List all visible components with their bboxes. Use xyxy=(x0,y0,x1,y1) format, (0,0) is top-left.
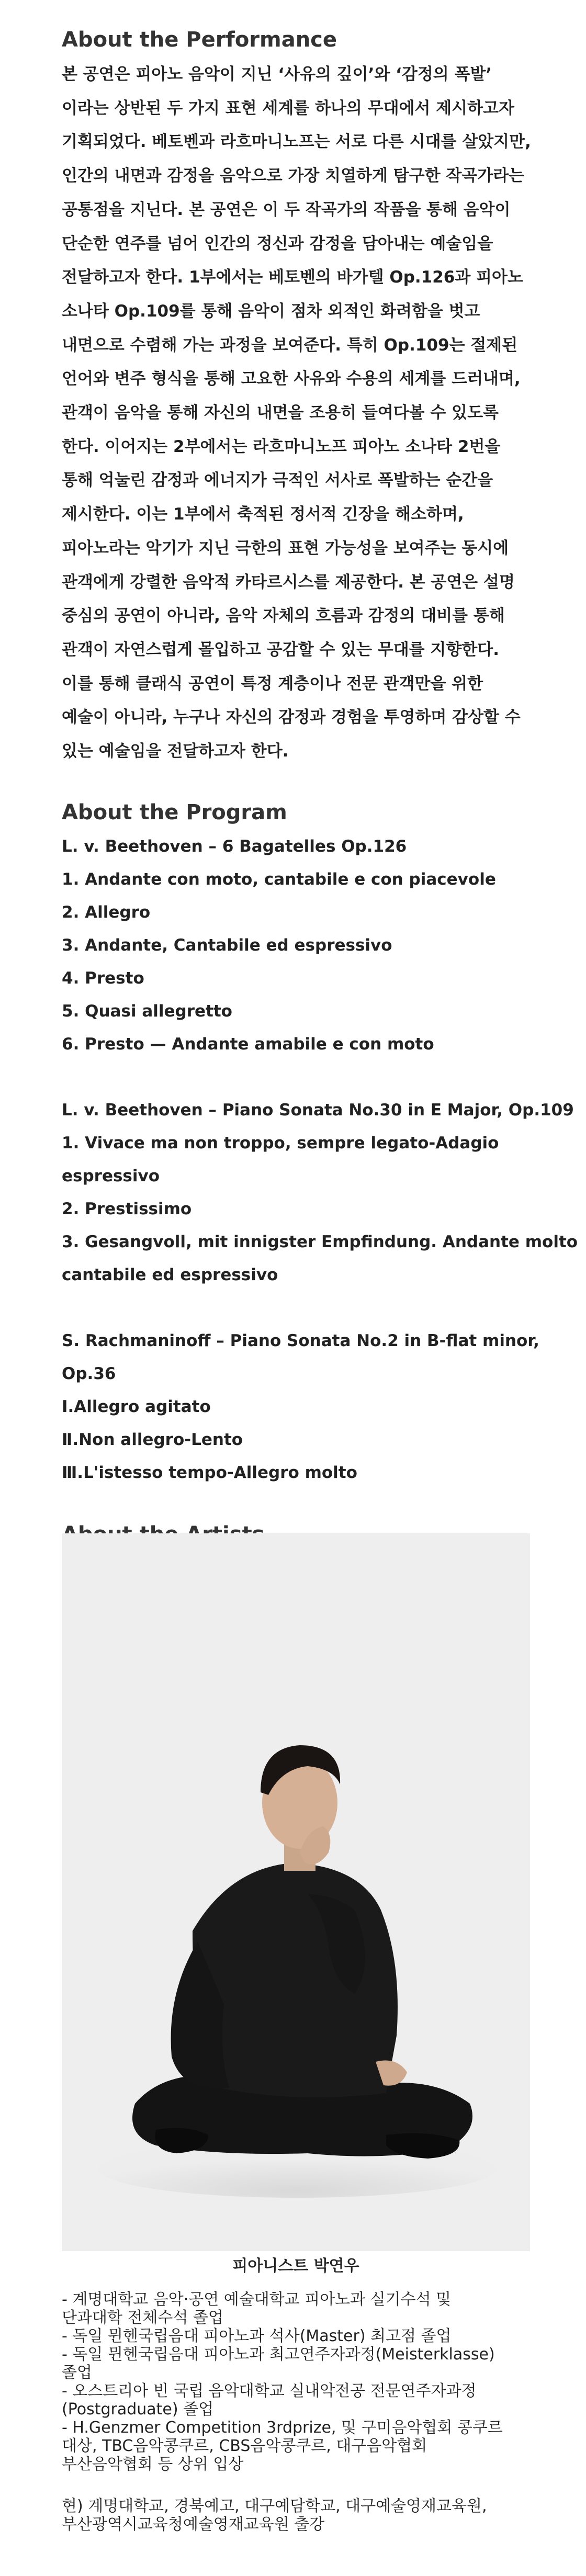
section-title-program: About the Program xyxy=(62,800,287,824)
program-movement: 1. Vivace ma non troppo, sempre legato-Adagio xyxy=(62,1133,499,1153)
bio-line: 졸업 xyxy=(62,2364,92,2382)
program-movement: 3. Gesangvoll, mit innigster Empfindung. Andante molto xyxy=(62,1232,578,1251)
performance-line: 제시한다. 이는 1부에서 축적된 정서적 긴장을 해소하며, xyxy=(62,505,464,524)
bio-line: 대상, TBC음악콩쿠르, CBS음악콩쿠르, 대구음악협회 xyxy=(62,2437,427,2455)
performance-line: 관객이 자연스럽게 몰입하고 공감할 수 있는 무대를 지향한다. xyxy=(62,640,499,659)
bio-line: 부산음악협회 등 상위 입상 xyxy=(62,2455,244,2473)
program-list xyxy=(62,830,586,1489)
section-title-performance: About the Performance xyxy=(62,28,337,52)
program-movement: Ⅱ.Non allegro-Lento xyxy=(62,1430,243,1449)
bio-line: - 독일 뮌헨국립음대 피아노과 최고연주자과정(Meisterklasse) xyxy=(62,2345,495,2364)
bio-line: - 독일 뮌헨국립음대 피아노과 석사(Master) 최고점 졸업 xyxy=(62,2327,452,2345)
bio-line: - 계명대학교 음악·공연 예술대학교 피아노과 실기수석 및 xyxy=(62,2290,452,2309)
bio-spacer xyxy=(62,2473,533,2497)
program-movement: Ⅰ.Allegro agitato xyxy=(62,1397,211,1416)
performance-line: 한다. 이어지는 2부에서는 라흐마니노프 피아노 소나타 2번을 xyxy=(62,437,501,456)
bio-line: - 오스트리아 빈 국립 음악대학교 실내악전공 전문연주자과정 xyxy=(62,2382,477,2400)
program-movement: cantabile ed espressivo xyxy=(62,1265,278,1284)
performance-line: 기획되었다. 베토벤과 라흐마니노프는 서로 다른 시대를 살았지만, xyxy=(62,132,531,152)
program-work-title: L. v. Beethoven – Piano Sonata No.30 in E Major, Op.109 xyxy=(62,1100,574,1120)
current-position-line: 현) 계명대학교, 경북예고, 대구예담학교, 대구예술영재교육원, xyxy=(62,2497,487,2515)
performance-line: 공통점을 지닌다. 본 공연은 이 두 작곡가의 작품을 통해 음악이 xyxy=(62,200,511,219)
program-movement: espressivo xyxy=(62,1166,160,1185)
performance-line: 언어와 변주 형식을 통해 고요한 사유와 수용의 세계를 드러내며, xyxy=(62,369,521,389)
program-movement: 5. Quasi allegretto xyxy=(62,1001,232,1021)
performance-line: 전달하고자 한다. 1부에서는 베토벤의 바가텔 Op.126과 피아노 xyxy=(62,268,523,287)
current-position-line: 부산광역시교육청예술영재교육원 출강 xyxy=(62,2515,325,2534)
performance-description xyxy=(62,58,533,769)
performance-line: 통해 억눌린 감정과 에너지가 극적인 서사로 폭발하는 순간을 xyxy=(62,471,493,490)
program-movement: 6. Presto — Andante amabile e con moto xyxy=(62,1034,434,1054)
bio-line: - H.Genzmer Competition 3rdprize, 및 구미음악협회 콩쿠르 xyxy=(62,2419,503,2437)
program-work-title: S. Rachmaninoff – Piano Sonata No.2 in B-flat minor, xyxy=(62,1331,539,1350)
program-movement: Ⅲ.L'istesso tempo-Allegro molto xyxy=(62,1463,357,1482)
artist-name-caption: 피아니스트 박연우 xyxy=(232,2257,359,2275)
artist-photo xyxy=(62,1533,530,2251)
performance-line: 단순한 연주를 넘어 인간의 정신과 감정을 담아내는 예술임을 xyxy=(62,234,493,253)
program-spacer xyxy=(62,1292,586,1325)
performance-line: 본 공연은 피아노 음악이 지닌 ‘사유의 깊이’와 ‘감정의 폭발’ xyxy=(62,65,492,84)
program-work-title: L. v. Beethoven – 6 Bagatelles Op.126 xyxy=(62,837,407,856)
program-spacer xyxy=(62,1061,586,1094)
performance-line: 예술이 아니라, 누구나 자신의 감정과 경험을 투영하며 감상할 수 xyxy=(62,708,521,727)
program-movement: 4. Presto xyxy=(62,968,144,988)
program-movement: 2. Allegro xyxy=(62,902,151,922)
artist-biography xyxy=(62,2290,533,2534)
performance-line: 있는 예술임을 전달하고자 한다. xyxy=(62,742,289,761)
performance-line: 내면으로 수렴해 가는 과정을 보여준다. 특히 Op.109는 절제된 xyxy=(62,335,518,355)
bio-line: (Postgraduate) 졸업 xyxy=(62,2400,214,2419)
program-movement: 3. Andante, Cantabile ed espressivo xyxy=(62,935,392,955)
performance-line: 관객이 음악을 통해 자신의 내면을 조용히 들여다볼 수 있도록 xyxy=(62,403,499,423)
performance-line: 관객에게 강렬한 음악적 카타르시스를 제공한다. 본 공연은 설명 xyxy=(62,572,515,592)
performance-line: 이를 통해 클래식 공연이 특정 계층이나 전문 관객만을 위한 xyxy=(62,674,483,693)
program-movement: 2. Prestissimo xyxy=(62,1199,192,1218)
bio-line: 단과대학 전체수석 졸업 xyxy=(62,2309,223,2327)
performance-line: 소나타 Op.109를 통해 음악이 점차 외적인 화려함을 벗고 xyxy=(62,301,480,321)
program-movement: Op.36 xyxy=(62,1364,116,1383)
performance-line: 인간의 내면과 감정을 음악으로 가장 치열하게 탐구한 작곡가라는 xyxy=(62,166,525,186)
program-movement: 1. Andante con moto, cantabile e con piacevole xyxy=(62,869,496,889)
performance-line: 이라는 상반된 두 가지 표현 세계를 하나의 무대에서 제시하고자 xyxy=(62,98,514,118)
performance-line: 피아노라는 악기가 지닌 극한의 표현 가능성을 보여주는 동시에 xyxy=(62,538,509,558)
performance-line: 중심의 공연이 아니라, 음악 자체의 흐름과 감정의 대비를 통해 xyxy=(62,606,505,626)
